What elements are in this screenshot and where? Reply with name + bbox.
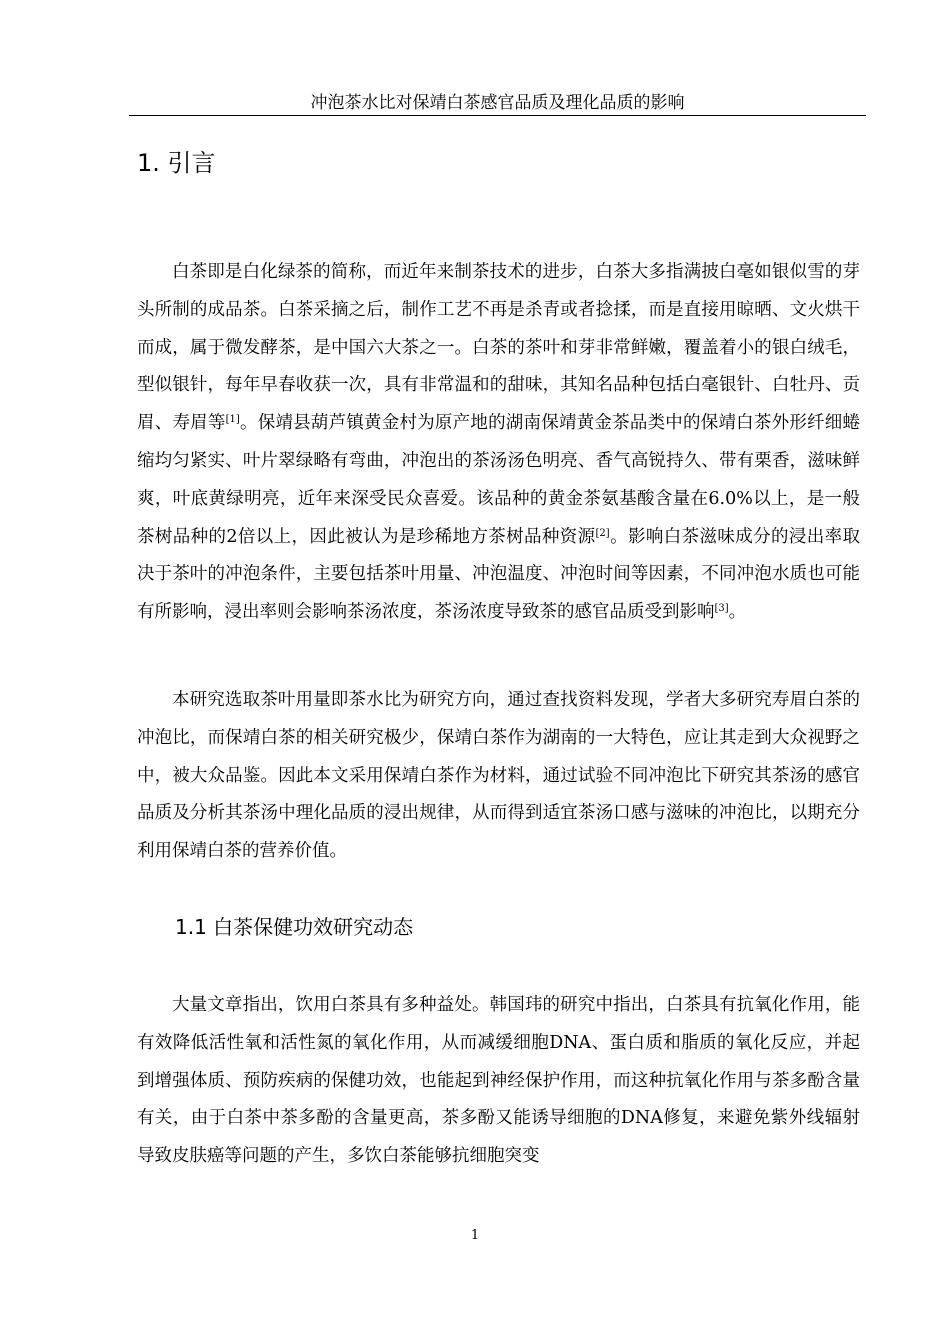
page-number: 1 [470, 1228, 480, 1243]
paragraph-text: 。保靖县葫芦镇黄金村为原产地的湖南保靖黄金茶品类中的保靖白茶外形纤细蜷缩均匀紧实、叶片翠绿略有弯曲，冲泡出的茶汤汤色明亮、香气高锐持久、带有栗香，滋味鲜爽，叶底黄绿明亮，近年来深受民众喜爱。该品种的黄金茶氨基酸含量在6.0%以上，是一般茶树品种的2倍以上，因此被认为是珍稀地方茶树品种资源 [137, 413, 861, 547]
header-rule [129, 115, 866, 116]
body-paragraph [137, 254, 860, 632]
paragraph-text: 。影响白茶滋味成分的浸出率取决于茶叶的冲泡条件，主要包括茶叶用量、冲泡温度、冲泡时间等因素，不同冲泡水质也可能有所影响，浸出率则会影响茶汤浓度，茶汤浓度导致茶的感官品质受到影响 [137, 526, 861, 623]
body-paragraph: 本研究选取茶叶用量即茶水比为研究方向，通过查找资料发现，学者大多研究寿眉白茶的冲泡比，而保靖白茶的相关研究极少，保靖白茶作为湖南的一大特色，应让其走到大众视野之中，被大众品鉴。因此本文采用保靖白茶作为材料，通过试验不同冲泡比下研究其茶汤的感官品质及分析其茶汤中理化品质的浸出规律，从而得到适宜茶汤口感与滋味的冲泡比，以期充分利用保靖白茶的营养价值。 [137, 690, 860, 862]
citation-link[interactable]: [1] [225, 414, 240, 426]
section-heading-introduction: 1. 引言 [137, 149, 216, 177]
paragraph-text: 白茶即是白化绿茶的简称，而近年来制茶技术的进步，白茶大多指满披白毫如银似雪的芽头所制的成品茶。白茶采摘之后，制作工艺不再是杀青或者捻揉，而是直接用晾晒、文火烘干而成，属于微发酵茶，是中国六大茶之一。白茶的茶叶和芽非常鲜嫩，覆盖着小的银白绒毛，型似银针，每年早春收获一次，具有非常温和的甜味，其知名品种包括白毫银针、白牡丹、贡眉、寿眉等 [137, 262, 860, 434]
running-header-title: 冲泡茶水比对保靖白茶感官品质及理化品质的影响 [310, 93, 685, 113]
paragraph-text: 。 [728, 602, 747, 623]
body-paragraph: 大量文章指出，饮用白茶具有多种益处。韩国玮的研究中指出，白茶具有抗氧化作用，能有效降低活性氧和活性氮的氧化作用，从而减缓细胞DNA、蛋白质和脂质的氧化反应，并起到增强体质、预防疾病的保健功效，也能起到神经保护作用，而这种抗氧化作用与茶多酚含量有关，由于白茶中茶多酚的含量更高，茶多酚又能诱导细胞的DNA修复，来避免紫外线辐射导致皮肤癌等问题的产生，多饮白茶能够抗细胞突变 [137, 995, 860, 1167]
citation-link[interactable]: [2] [595, 527, 610, 539]
subsection-heading: 1.1 白茶保健功效研究动态 [175, 915, 414, 939]
citation-link[interactable]: [3] [714, 603, 729, 615]
